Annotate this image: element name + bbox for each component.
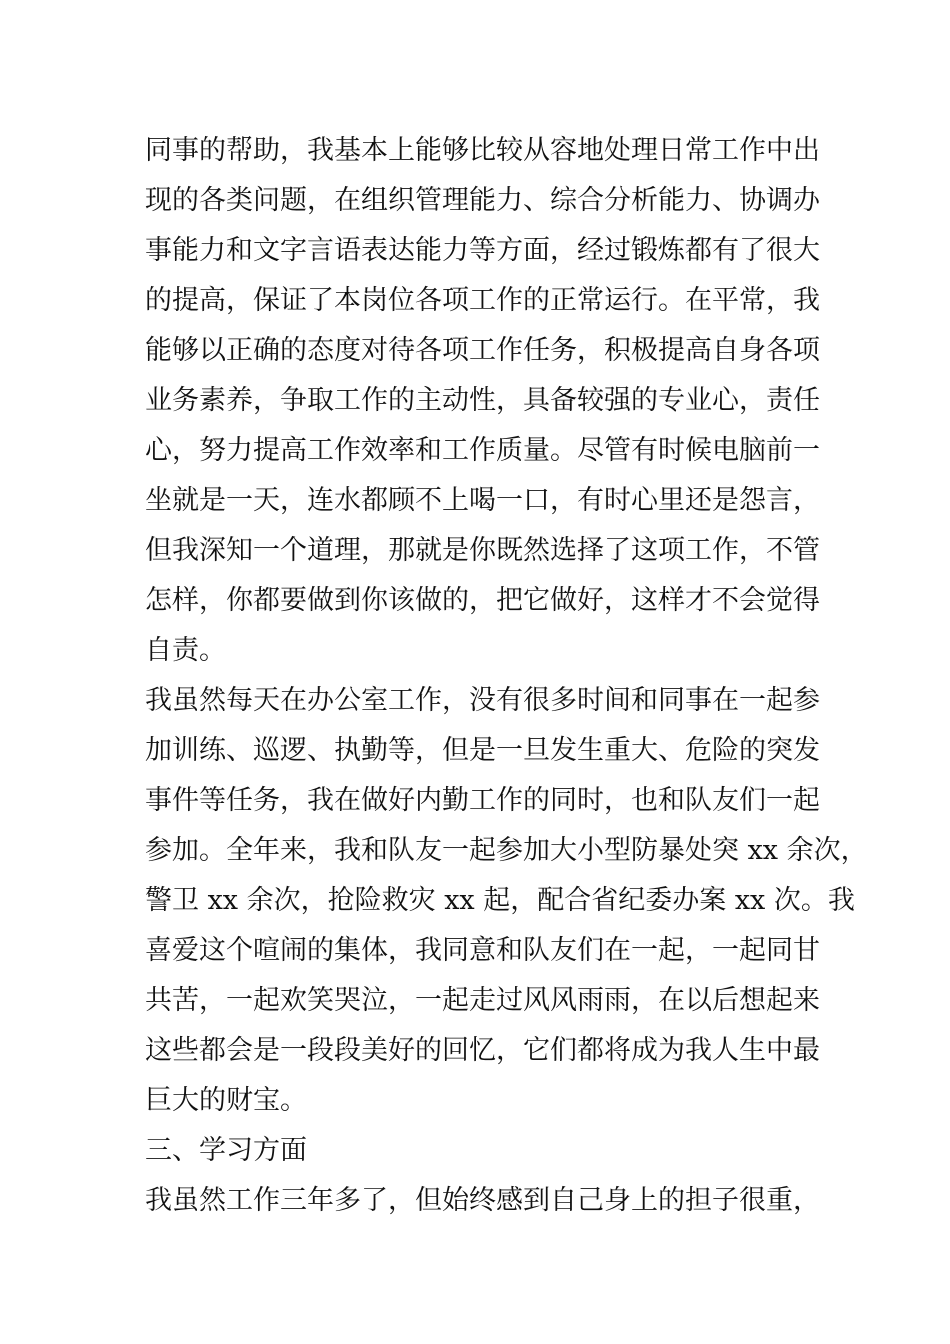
text-line-2: 现的各类问题，在组织管理能力、综合分析能力、协调办 (145, 185, 820, 216)
text-line-19: 这些都会是一段段美好的回忆，它们都将成为我人生中最 (145, 1035, 820, 1066)
text-line-6: 业务素养，争取工作的主动性，具备较强的专业心，责任 (145, 385, 820, 416)
text-line-15: 参加。全年来，我和队友一起参加大小型防暴处突 xx 余次， (145, 835, 868, 866)
text-line-12: 我虽然每天在办公室工作，没有很多时间和同事在一起参 (145, 685, 820, 716)
text-line-20: 巨大的财宝。 (145, 1085, 307, 1116)
text-line-9: 但我深知一个道理，那就是你既然选择了这项工作，不管 (145, 535, 820, 566)
text-line-10: 怎样，你都要做到你该做的，把它做好，这样才不会觉得 (145, 585, 820, 616)
text-line-17: 喜爱这个喧闹的集体，我同意和队友们在一起，一起同甘 (145, 935, 820, 966)
text-line-16: 警卫 xx 余次，抢险救灾 xx 起，配合省纪委办案 xx 次。我 (145, 885, 855, 916)
text-line-11: 自责。 (145, 635, 226, 666)
section-heading: 三、学习方面 (145, 1135, 307, 1166)
text-line-1: 同事的帮助，我基本上能够比较从容地处理日常工作中出 (145, 135, 820, 166)
text-line-8: 坐就是一天，连水都顾不上喝一口，有时心里还是怨言， (145, 485, 820, 516)
text-line-5: 能够以正确的态度对待各项工作任务，积极提高自身各项 (145, 335, 820, 366)
text-line-3: 事能力和文字言语表达能力等方面，经过锻炼都有了很大 (145, 235, 820, 266)
text-line-14: 事件等任务，我在做好内勤工作的同时，也和队友们一起 (145, 785, 820, 816)
text-line-22: 我虽然工作三年多了，但始终感到自己身上的担子很重， (145, 1185, 820, 1216)
text-line-18: 共苦，一起欢笑哭泣，一起走过风风雨雨，在以后想起来 (145, 985, 820, 1016)
text-line-7: 心，努力提高工作效率和工作质量。尽管有时候电脑前一 (145, 435, 820, 466)
body-text (145, 126, 868, 1226)
text-line-4: 的提高，保证了本岗位各项工作的正常运行。在平常，我 (145, 285, 820, 316)
text-line-13: 加训练、巡逻、执勤等，但是一旦发生重大、危险的突发 (145, 735, 820, 766)
